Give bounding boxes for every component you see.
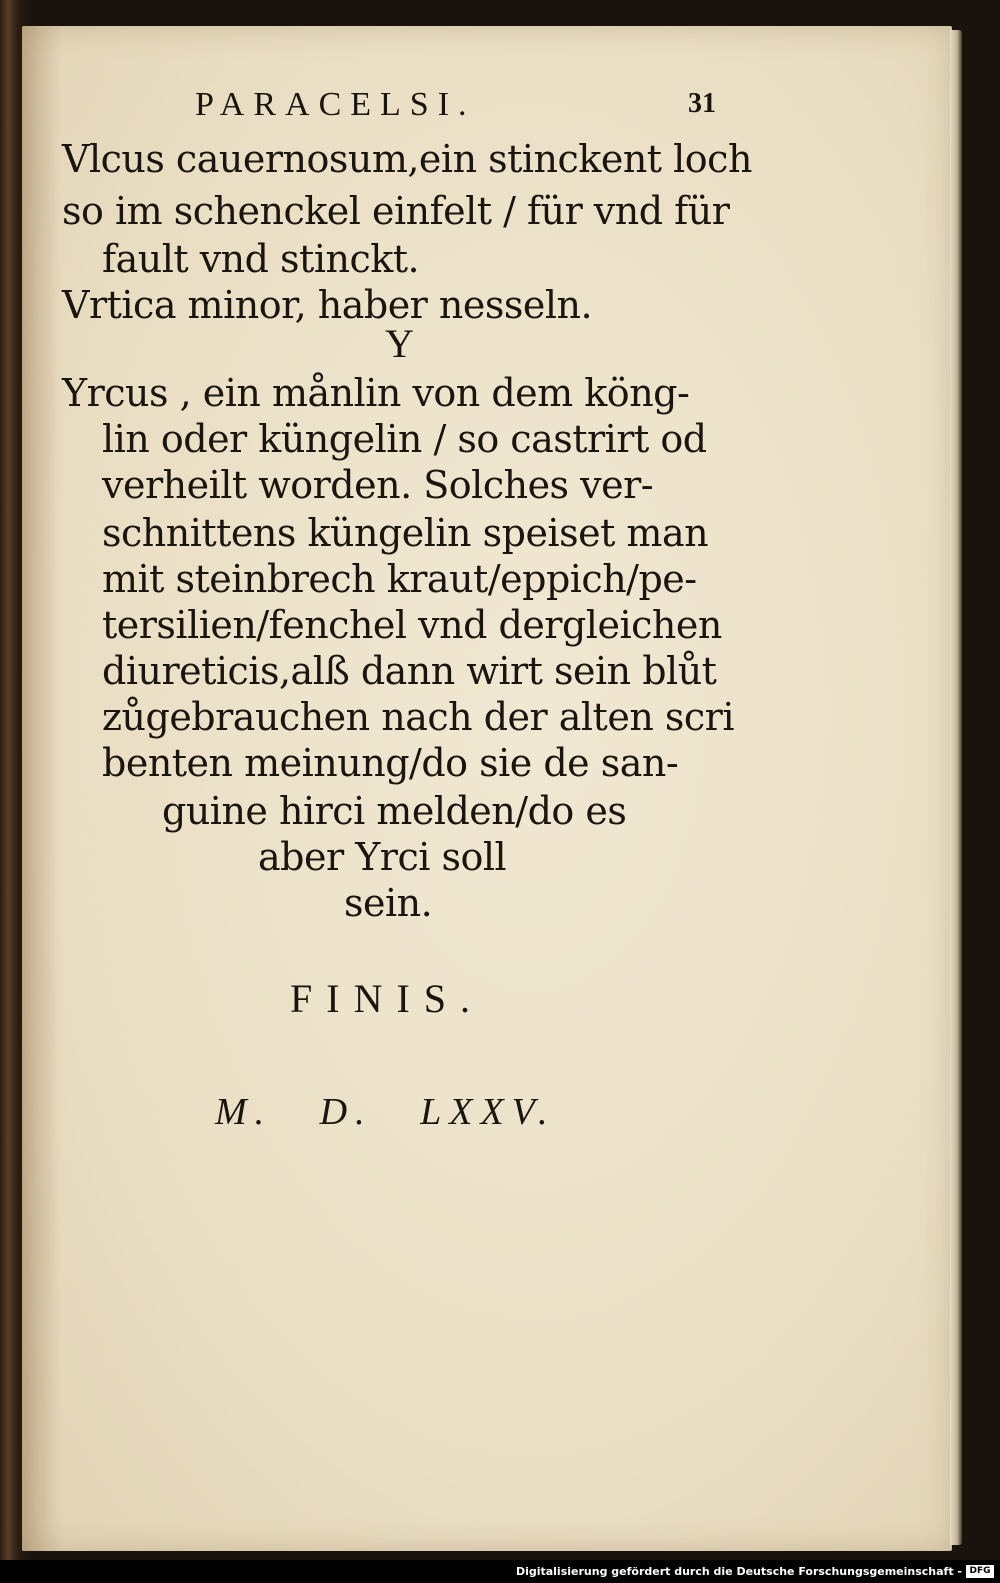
dfg-logo: DFG (966, 1565, 994, 1578)
footer-credit: Digitalisierung gefördert durch die Deutsche Forschungsgemeinschaft - (515, 1565, 962, 1578)
running-title: PARACELSI. (195, 86, 476, 123)
text-line: benten meinung/do sie de san- (102, 741, 679, 785)
section-letter: Y (385, 321, 414, 366)
text-line: diureticis,alß dann wirt sein blůt (102, 649, 717, 693)
text-line: guine hirci melden/do es (162, 789, 627, 833)
text-line: tersilien/fenchel vnd dergleichen (102, 603, 722, 647)
text-line: sein. (344, 881, 433, 925)
publication-year: M. D. LXXV. (215, 1091, 556, 1133)
text-line: zůgebrauchen nach der alten scri (102, 695, 734, 739)
text-line: Vrtica minor, haber nesseln. (62, 283, 593, 327)
text-line: so im schenckel einfelt / für vnd für (62, 189, 730, 233)
text-line: aber Yrci soll (258, 835, 507, 879)
text-line: schnittens küngelin speiset man (102, 511, 709, 555)
page-number: 31 (688, 88, 716, 119)
text-line: lin oder küngelin / so castrirt od (102, 417, 707, 461)
text-line: fault vnd stinckt. (102, 237, 420, 281)
finis-label: FINIS. (290, 976, 485, 1021)
text-line: verheilt worden. Solches ver- (102, 463, 654, 507)
text-line: Vlcus cauernosum,ein stinckent loch (62, 137, 752, 181)
text-line: mit steinbrech kraut/eppich/pe- (102, 557, 697, 601)
text-line: Yrcus , ein månlin von dem köng- (62, 371, 690, 415)
